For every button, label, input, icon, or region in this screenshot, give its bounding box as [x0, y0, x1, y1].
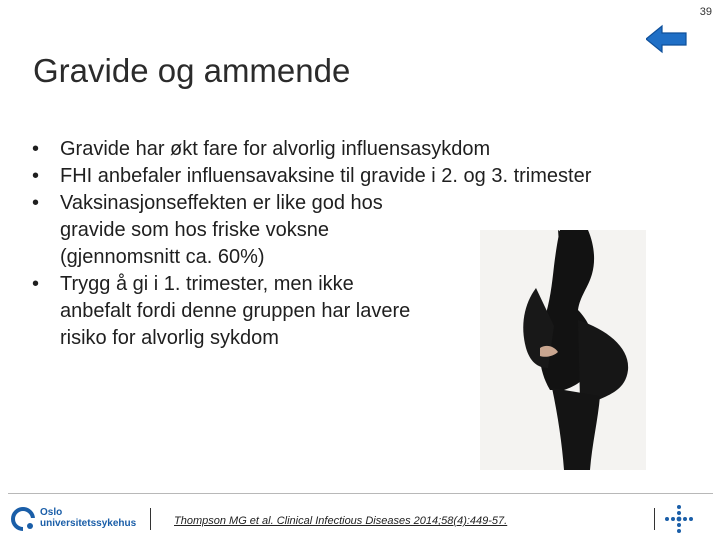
- slide-title: Gravide og ammende: [33, 52, 351, 89]
- bullet-item: [32, 163, 672, 190]
- bullet-dot: •: [32, 165, 40, 187]
- logo-line-2: universitetssykehus: [40, 518, 137, 529]
- bullet-text: Gravide har økt fare for alvorlig influensasykdom: [60, 138, 491, 160]
- bullet-text: FHI anbefaler influensavaksine til gravide i 2. og 3. trimester: [60, 165, 592, 187]
- hospital-logo-icon: [10, 506, 36, 532]
- logo-line-1: Oslo: [40, 507, 63, 518]
- bullet-dot: •: [32, 273, 40, 295]
- hospital-logo-text: [40, 507, 136, 529]
- back-arrow-button[interactable]: [646, 24, 688, 54]
- bullet-item: [32, 136, 672, 163]
- bullet-item: [32, 271, 430, 352]
- bullet-dot: •: [32, 138, 40, 160]
- hospital-logo: [10, 504, 140, 534]
- dots-cross-icon: [664, 504, 694, 534]
- arrow-left-icon: [646, 26, 686, 52]
- footer: [0, 490, 720, 540]
- pregnant-woman-photo: [480, 230, 646, 470]
- bullet-dot: •: [32, 192, 40, 214]
- footer-divider: [8, 493, 713, 494]
- bullet-text: Trygg å gi i 1. trimester, men ikke anbefalt fordi denne gruppen har lavere risiko for alvorlig sykdom: [60, 273, 411, 349]
- bullet-item: [32, 190, 450, 271]
- footer-separator: [150, 508, 151, 530]
- citation-link[interactable]: Thompson MG et al. Clinical Infectious Diseases 2014;58(4):449-57.: [174, 515, 508, 527]
- slide-number: 39: [699, 6, 712, 18]
- footer-separator: [654, 508, 655, 530]
- bullet-text: Vaksinasjonseffekten er like god hos gravide som hos friske voksne (gjennomsnitt ca. 60%): [60, 192, 383, 268]
